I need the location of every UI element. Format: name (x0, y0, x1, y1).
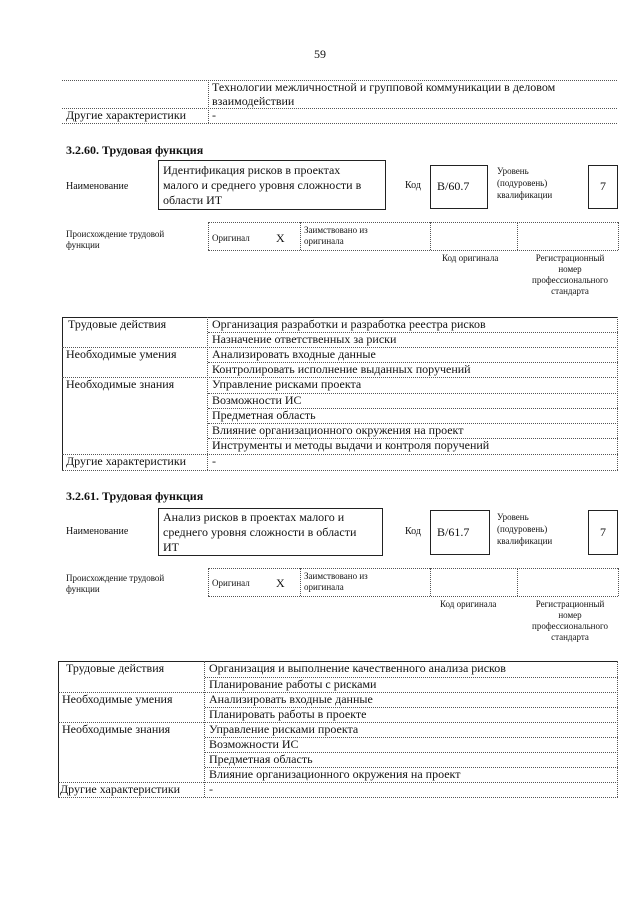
level-label-1: Уровень (497, 166, 529, 176)
reg-number-label-2: номер (558, 610, 582, 620)
origin-label-1: Происхождение трудовой (66, 573, 165, 583)
code-original-label: Код оригинала (440, 599, 497, 609)
knowledge-label: Необходимые знания (62, 722, 171, 736)
reg-number-label-2: номер (558, 264, 582, 274)
top-table-value-line-2: взаимодействии (212, 94, 295, 108)
name-box (158, 508, 383, 556)
knowledge-item: Влияние организационного окружения на проект (212, 423, 464, 437)
code-value: B/60.7 (437, 179, 470, 193)
code-box (430, 510, 490, 555)
knowledge-item: Инструменты и методы выдачи и контроля поручений (212, 438, 490, 452)
level-value: 7 (600, 179, 606, 193)
knowledge-item: Предметная область (212, 408, 316, 422)
other-label: Другие характеристики (66, 454, 187, 468)
knowledge-item: Управление рисками проекта (209, 722, 359, 736)
code-label: Код (405, 526, 421, 537)
top-table-value-line-1: Технологии межличностной и групповой коммуникации в деловом (212, 80, 556, 94)
section-heading: 3.2.60. Трудовая функция (66, 143, 204, 157)
level-label-2: (подуровень) (497, 524, 548, 534)
reg-number-label-3: профессионального (532, 275, 608, 285)
reg-number-label-4: стандарта (551, 286, 589, 296)
origin-label-2: функции (66, 240, 100, 250)
name-text-line-1: Идентификация рисков в проектах (163, 163, 341, 177)
reg-number-label-4: стандарта (551, 632, 589, 642)
reg-number-label (522, 253, 618, 297)
knowledge-item: Влияние организационного окружения на проект (209, 767, 461, 781)
code-value: B/61.7 (437, 525, 470, 539)
borrowed-label-2: оригинала (304, 582, 344, 592)
knowledge-label: Необходимые знания (66, 377, 175, 391)
level-value: 7 (600, 525, 606, 539)
other-value: - (209, 782, 213, 796)
original-mark: X (276, 231, 285, 245)
level-label-1: Уровень (497, 512, 529, 522)
action-item: Организация разработки и разработка реестра рисков (212, 317, 486, 331)
skill-item: Анализировать входные данные (212, 347, 376, 361)
top-table-other-value: - (212, 108, 216, 122)
actions-label: Трудовые действия (68, 317, 167, 331)
knowledge-item: Управление рисками проекта (212, 377, 362, 391)
action-item: Планирование работы с рисками (209, 677, 377, 691)
name-text-line-2: среднего уровня сложности в области (163, 525, 357, 539)
page-number: 59 (314, 47, 326, 61)
name-text-line-1: Анализ рисков в проектах малого и (163, 510, 345, 524)
actions-label: Трудовые действия (66, 661, 165, 675)
origin-label-2: функции (66, 584, 100, 594)
name-text-line-3: ИТ (163, 540, 179, 554)
name-text-line-3: области ИТ (163, 193, 223, 207)
name-label: Наименование (66, 526, 129, 537)
reg-number-label-1: Регистрационный (535, 599, 605, 609)
borrowed-label-1: Заимствовано из (304, 571, 368, 581)
knowledge-item: Возможности ИС (209, 737, 299, 751)
reg-number-label-3: профессионального (532, 621, 608, 631)
skills-label: Необходимые умения (62, 692, 173, 706)
other-value: - (212, 454, 216, 468)
reg-number-label (522, 599, 618, 643)
original-label: Оригинал (212, 578, 250, 588)
section-heading: 3.2.61. Трудовая функция (66, 489, 204, 503)
original-mark: X (276, 576, 285, 590)
action-item: Назначение ответственных за риски (212, 332, 397, 346)
skill-item: Планировать работы в проекте (209, 707, 367, 721)
name-text-line-2: малого и среднего уровня сложности в (163, 178, 362, 192)
skills-label: Необходимые умения (66, 347, 177, 361)
top-table-other-label: Другие характеристики (66, 108, 187, 122)
code-box (430, 165, 488, 209)
level-label-3: квалификации (497, 190, 553, 200)
action-item: Организация и выполнение качественного анализа рисков (209, 661, 506, 675)
other-label: Другие характеристики (60, 782, 181, 796)
skill-item: Контролировать исполнение выданных поручений (212, 362, 471, 376)
origin-label-1: Происхождение трудовой (66, 229, 165, 239)
skill-item: Анализировать входные данные (209, 692, 373, 706)
knowledge-item: Предметная область (209, 752, 313, 766)
code-original-label: Код оригинала (442, 253, 499, 263)
borrowed-label-2: оригинала (304, 236, 344, 246)
level-label-3: квалификации (497, 536, 553, 546)
borrowed-label-1: Заимствовано из (304, 225, 368, 235)
original-label: Оригинал (212, 233, 250, 243)
reg-number-label-1: Регистрационный (535, 253, 605, 263)
name-label: Наименование (66, 181, 129, 192)
level-box (588, 510, 618, 555)
name-box (158, 160, 386, 210)
level-box (588, 165, 618, 209)
level-label-2: (подуровень) (497, 178, 548, 188)
knowledge-item: Возможности ИС (212, 393, 302, 407)
code-label: Код (405, 180, 421, 191)
